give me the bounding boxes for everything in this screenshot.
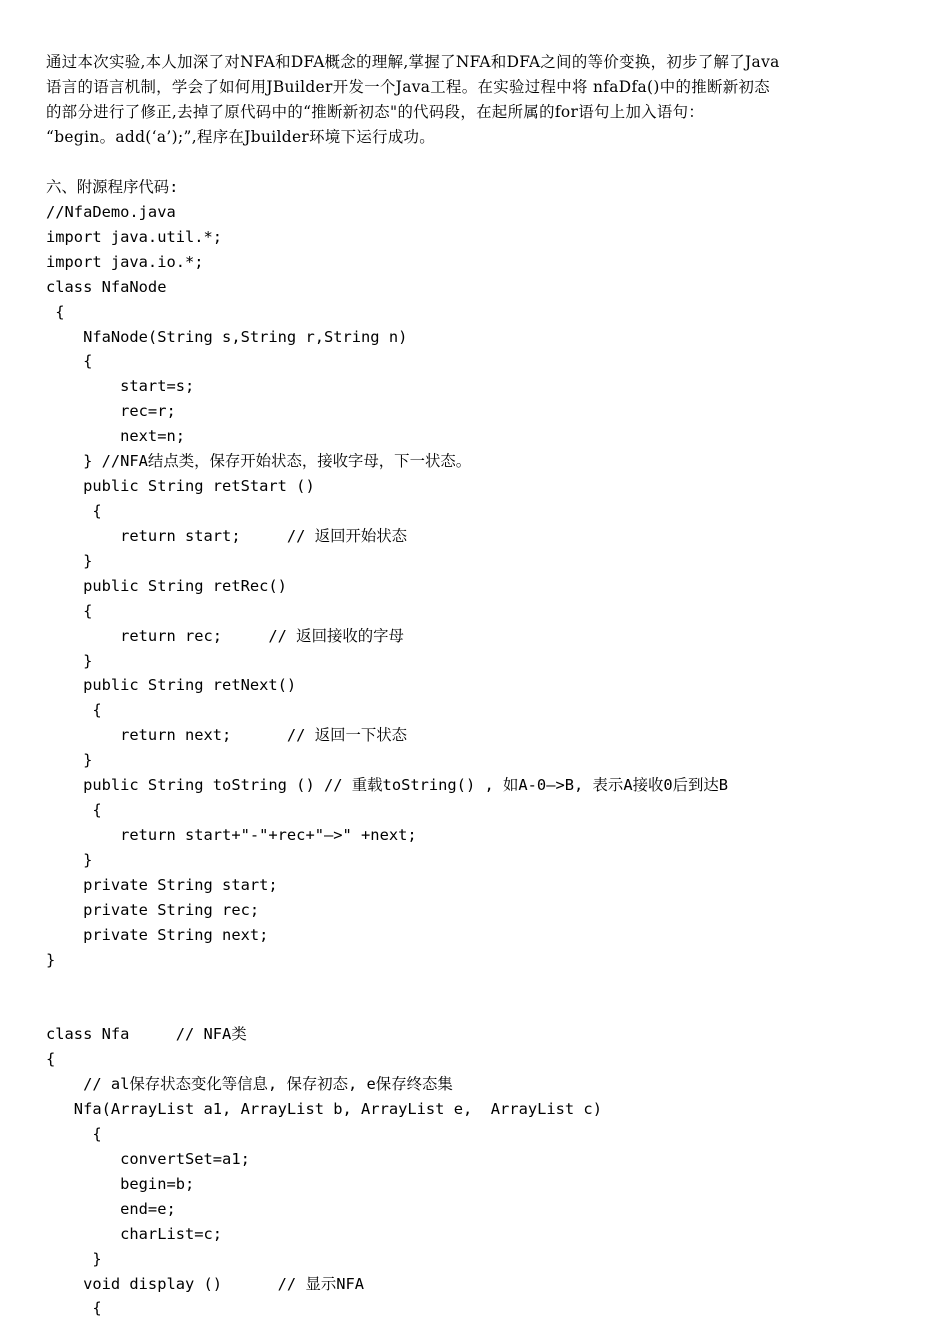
code-line: } — [46, 751, 93, 770]
paragraph-line: 的部分进行了修正,去掉了原代码中的“推断新初态"的代码段，在起所属的for语句上加入语句： — [46, 103, 705, 121]
code-line: import java.util.*; — [46, 227, 223, 246]
code-line: public String retStart () — [46, 477, 315, 496]
code-line: private String rec; — [46, 900, 260, 919]
code-line: void display () // 显示NFA — [46, 1274, 365, 1293]
code-line: //NfaDemo.java — [46, 202, 176, 221]
blank-line — [46, 973, 926, 998]
code-line: public String toString () // 重载toString() , 如A-0—>B, 表示A接收0后到达B — [46, 776, 729, 795]
code-line: { — [46, 701, 102, 720]
code-line: Nfa(ArrayList a1, ArrayList b, ArrayList e, ArrayList c) — [46, 1100, 602, 1119]
code-line: { — [46, 1125, 102, 1144]
paragraph-line: “begin。add(‘a’);”,程序在Jbuilder环境下运行成功。 — [46, 128, 436, 146]
section-heading: 六、附源程序代码: — [46, 178, 179, 196]
code-line: start=s; — [46, 377, 195, 396]
conclusion-paragraph — [46, 50, 908, 150]
code-line: } — [46, 651, 93, 670]
code-line: private String next; — [46, 925, 269, 944]
code-line: { — [46, 302, 65, 321]
code-line: } — [46, 950, 56, 969]
code-line: return next; // 返回一下状态 — [46, 726, 408, 745]
code-line: } — [46, 1249, 102, 1268]
code-line: } — [46, 551, 93, 570]
code-line: public String retRec() — [46, 576, 287, 595]
code-line: // al保存状态变化等信息, 保存初态, e保存终态集 — [46, 1075, 453, 1094]
code-line: import java.io.*; — [46, 252, 204, 271]
code-line: return rec; // 返回接收的字母 — [46, 626, 404, 645]
code-line: { — [46, 1299, 102, 1318]
code-line: { — [46, 501, 102, 520]
code-line: } — [46, 850, 93, 869]
code-line: next=n; — [46, 427, 185, 446]
paragraph-line: 语言的语言机制，学会了如何用JBuilder开发一个Java工程。在实验过程中将 nfaDfa()中的推断新初态 — [46, 78, 770, 96]
paragraph-line: 通过本次实验,本人加深了对NFA和DFA概念的理解,掌握了NFA和DFA之间的等价变换，初步了解了Java — [46, 53, 780, 71]
code-line: return start; // 返回开始状态 — [46, 526, 408, 545]
code-line: { — [46, 601, 93, 620]
blank-line — [46, 997, 926, 1022]
code-line: public String retNext() — [46, 676, 297, 695]
code-line: { — [46, 801, 102, 820]
code-line: begin=b; — [46, 1174, 195, 1193]
code-line: { — [46, 1050, 56, 1069]
code-line: end=e; — [46, 1199, 176, 1218]
code-line: class Nfa // NFA类 — [46, 1025, 247, 1044]
code-line: private String start; — [46, 875, 278, 894]
code-line: class NfaNode — [46, 277, 167, 296]
code-line: { — [46, 352, 93, 371]
code-line: NfaNode(String s,String r,String n) — [46, 327, 408, 346]
code-line: convertSet=a1; — [46, 1149, 250, 1168]
source-code-listing — [46, 175, 926, 1321]
code-line: rec=r; — [46, 402, 176, 421]
code-line: return start+"-"+rec+"—>" +next; — [46, 825, 417, 844]
code-line: } //NFA结点类，保存开始状态，接收字母，下一状态。 — [46, 452, 472, 471]
code-line: charList=c; — [46, 1224, 223, 1243]
